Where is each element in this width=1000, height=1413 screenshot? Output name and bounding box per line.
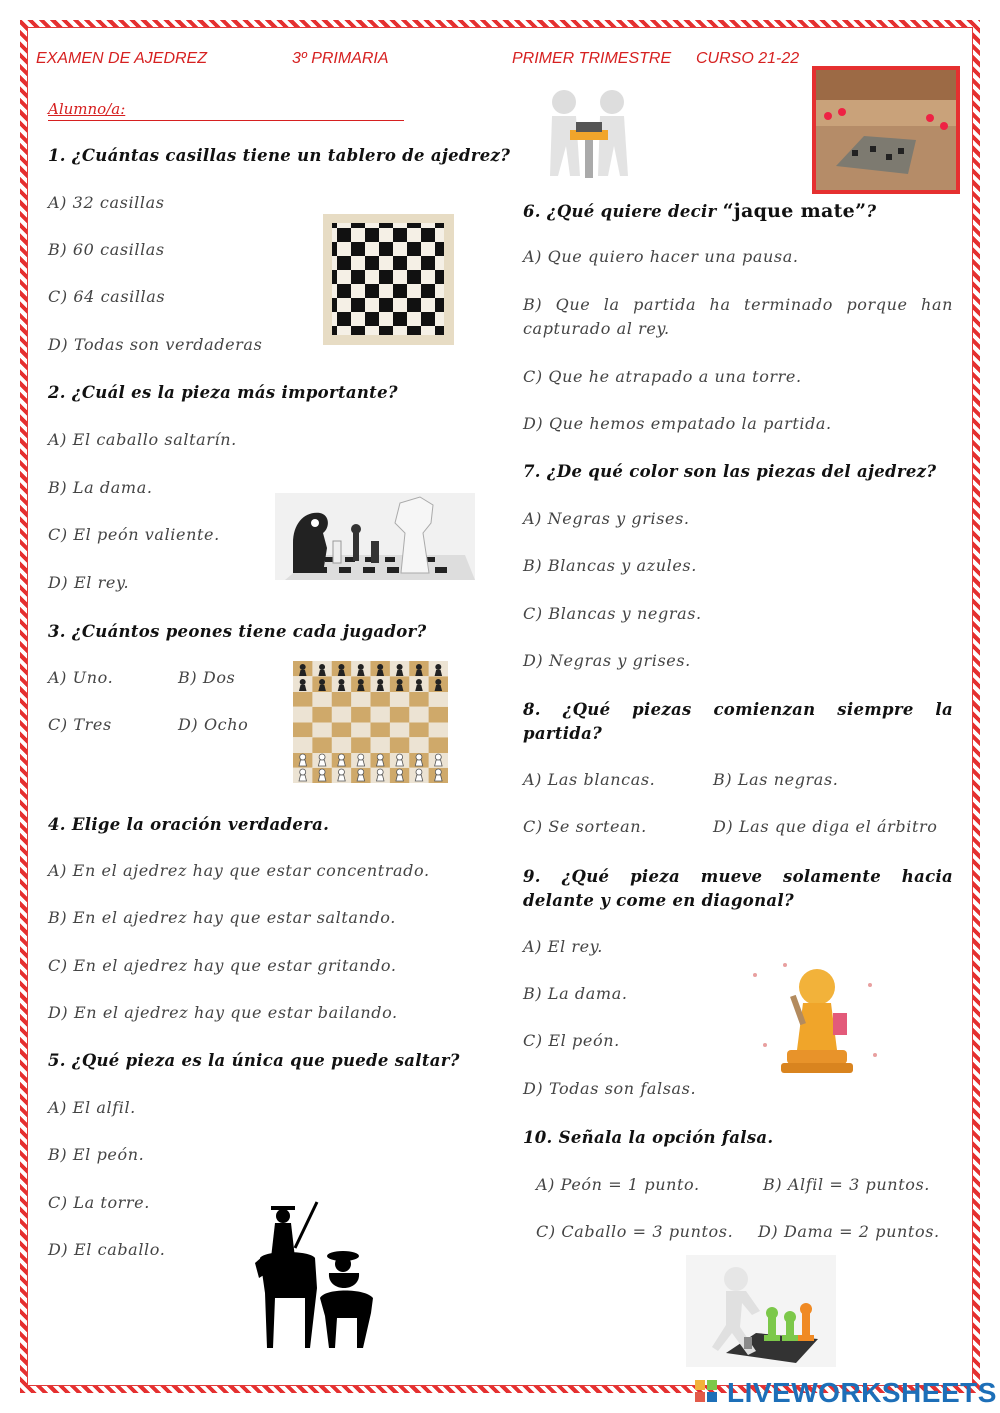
q4-option-b[interactable]: B) En el ajedrez hay que estar saltando. xyxy=(48,908,396,927)
q6-option-d[interactable]: D) Que hemos empatado la partida. xyxy=(523,414,832,433)
q1-option-a[interactable]: A) 32 casillas xyxy=(48,193,165,212)
question-3: 3. ¿Cuántos peones tiene cada jugador? xyxy=(48,622,427,641)
q7-option-a[interactable]: A) Negras y grises. xyxy=(523,509,690,528)
chessboard-image xyxy=(323,214,454,345)
liveworksheets-logo-icon xyxy=(695,1380,729,1402)
q10-option-d[interactable]: D) Dama = 2 puntos. xyxy=(758,1222,940,1241)
q3-option-a[interactable]: A) Uno. xyxy=(48,668,114,687)
jaque-mate-term: “jaque mate” xyxy=(722,200,867,222)
question-6: 6. ¿Qué quiere decir “jaque mate”? xyxy=(523,200,877,222)
q3-option-c[interactable]: C) Tres xyxy=(48,715,112,734)
q9-option-d[interactable]: D) Todas son falsas. xyxy=(523,1079,697,1098)
q1-option-d[interactable]: D) Todas son verdaderas xyxy=(48,335,263,354)
question-4: 4. Elige la oración verdadera. xyxy=(48,815,330,834)
course-label: CURSO 21-22 xyxy=(696,50,800,67)
q2-option-d[interactable]: D) El rey. xyxy=(48,573,130,592)
question-9: 9. ¿Qué pieza mueve solamente hacia delante y come en diagonal? xyxy=(523,867,953,910)
pawns-board-image xyxy=(293,661,448,783)
q5-option-d[interactable]: D) El caballo. xyxy=(48,1240,166,1259)
grade-label: 3º PRIMARIA xyxy=(292,50,389,67)
q4-option-c[interactable]: C) En el ajedrez hay que estar gritando. xyxy=(48,956,397,975)
q2-option-b[interactable]: B) La dama. xyxy=(48,478,153,497)
term-label: PRIMER TRIMESTRE xyxy=(512,50,672,67)
question-7: 7. ¿De qué color son las piezas del ajedrez? xyxy=(523,462,937,481)
question-5: 5. ¿Qué pieza es la única que puede saltar? xyxy=(48,1051,460,1070)
q3-option-b[interactable]: B) Dos xyxy=(178,668,236,687)
outdoor-chess-photo xyxy=(812,66,960,194)
3d-man-chess-image xyxy=(686,1255,836,1367)
q4-option-d[interactable]: D) En el ajedrez hay que estar bailando. xyxy=(48,1003,398,1022)
chess-pieces-image xyxy=(275,493,475,580)
q8-option-b[interactable]: B) Las negras. xyxy=(713,770,839,789)
q10-option-c[interactable]: C) Caballo = 3 puntos. xyxy=(536,1222,734,1241)
q9-option-a[interactable]: A) El rey. xyxy=(523,937,603,956)
liveworksheets-brand[interactable]: LIVEWORKSHEETS xyxy=(727,1377,997,1408)
q7-option-c[interactable]: C) Blancas y negras. xyxy=(523,604,702,623)
question-2: 2. ¿Cuál es la pieza más importante? xyxy=(48,383,398,402)
q8-option-d[interactable]: D) Las que diga el árbitro xyxy=(713,817,938,836)
q1-option-c[interactable]: C) 64 casillas xyxy=(48,287,166,306)
q6-option-b[interactable]: B) Que la partida ha terminado porque han capturado al rey. xyxy=(523,295,953,338)
q3-option-d[interactable]: D) Ocho xyxy=(178,715,249,734)
q5-option-c[interactable]: C) La torre. xyxy=(48,1193,150,1212)
q7-option-b[interactable]: B) Blancas y azules. xyxy=(523,556,697,575)
q10-option-a[interactable]: A) Peón = 1 punto. xyxy=(536,1175,700,1194)
q5-option-a[interactable]: A) El alfil. xyxy=(48,1098,136,1117)
q9-option-b[interactable]: B) La dama. xyxy=(523,984,628,1003)
3d-men-playing-chess-image xyxy=(542,86,635,181)
exam-title: EXAMEN DE AJEDREZ xyxy=(36,50,207,67)
q6-option-a[interactable]: A) Que quiero hacer una pausa. xyxy=(523,247,799,266)
student-name-field[interactable]: Alumno/a: xyxy=(48,100,404,121)
q5-option-b[interactable]: B) El peón. xyxy=(48,1145,145,1164)
q2-option-c[interactable]: C) El peón valiente. xyxy=(48,525,220,544)
q7-option-d[interactable]: D) Negras y grises. xyxy=(523,651,691,670)
question-1: 1. ¿Cuántas casillas tiene un tablero de ajedrez? xyxy=(48,146,511,165)
question-10: 10. Señala la opción falsa. xyxy=(523,1128,774,1147)
q1-option-b[interactable]: B) 60 casillas xyxy=(48,240,165,259)
quixote-silhouette-image xyxy=(255,1198,380,1360)
q2-option-a[interactable]: A) El caballo saltarín. xyxy=(48,430,237,449)
q9-option-c[interactable]: C) El peón. xyxy=(523,1031,620,1050)
q10-option-b[interactable]: B) Alfil = 3 puntos. xyxy=(763,1175,930,1194)
question-8: 8. ¿Qué piezas comienzan siempre la partida? xyxy=(523,700,953,743)
q6-option-c[interactable]: C) Que he atrapado a una torre. xyxy=(523,367,802,386)
q4-option-a[interactable]: A) En el ajedrez hay que estar concentrado. xyxy=(48,861,430,880)
q8-option-a[interactable]: A) Las blancas. xyxy=(523,770,656,789)
pawn-cartoon-image xyxy=(745,955,885,1085)
q8-option-c[interactable]: C) Se sortean. xyxy=(523,817,647,836)
